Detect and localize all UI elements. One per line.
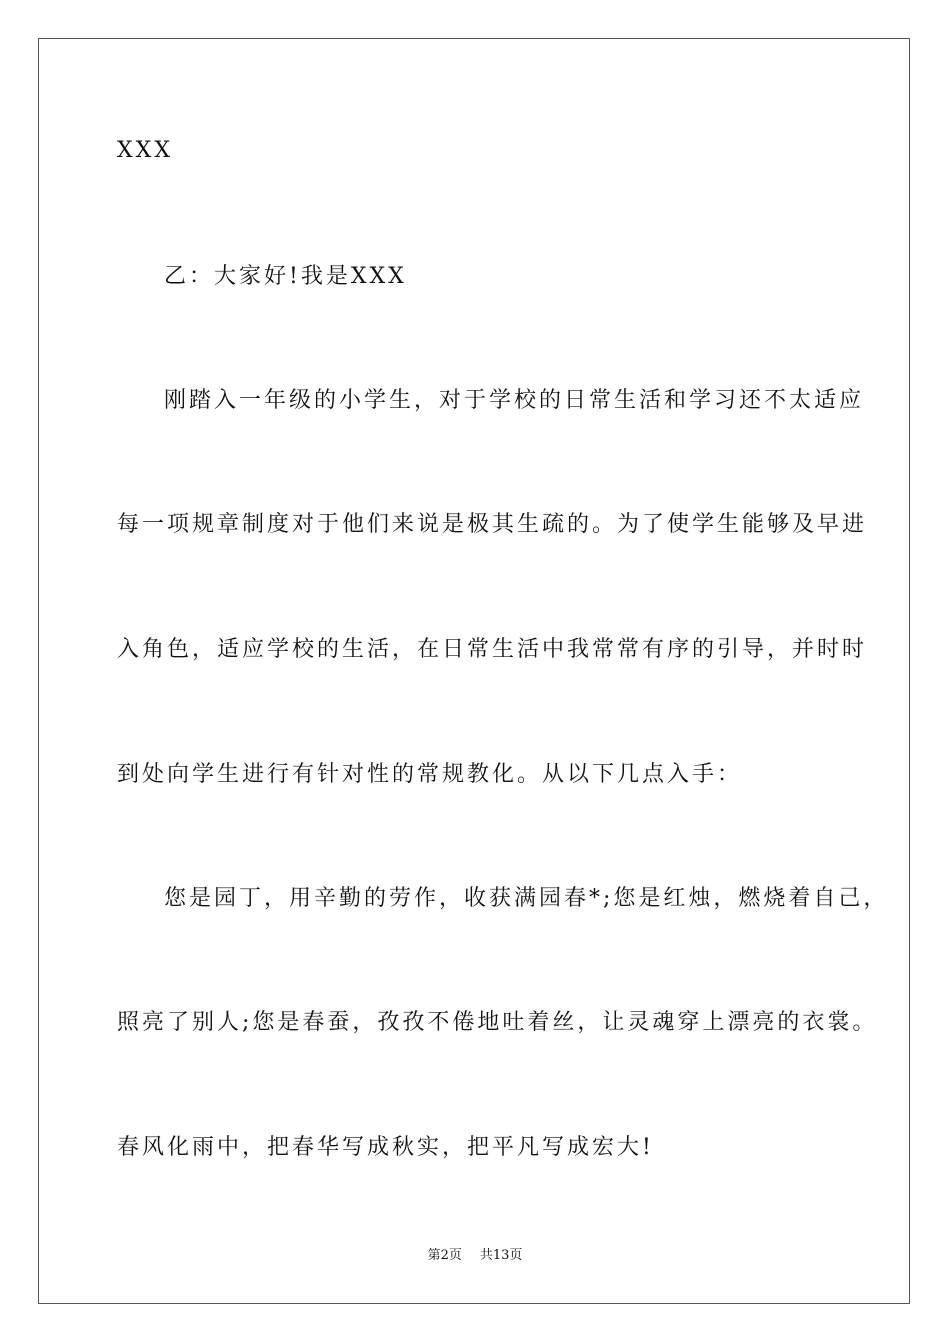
text-line-5: 入角色，适应学校的生活，在日常生活中我常常有序的引导，并时时 bbox=[117, 637, 868, 662]
text-line-7: 您是园丁，用辛勤的劳作，收获满园春*;您是红烛，燃烧着自己， bbox=[164, 886, 889, 911]
page-footer bbox=[0, 1247, 950, 1265]
text-line-6: 到处向学生进行有针对性的常规教化。从以下几点入手： bbox=[117, 762, 743, 787]
text-line-8: 照亮了别人;您是春蚕，孜孜不倦地吐着丝，让灵魂穿上漂亮的衣裳。 bbox=[117, 1010, 878, 1035]
text-line-2: 乙：大家好!我是XXX bbox=[164, 264, 407, 289]
page-number: 第2页 bbox=[427, 1248, 462, 1263]
text-line-9: 春风化雨中，把春华写成秋实，把平凡写成宏大! bbox=[117, 1135, 654, 1160]
page-border bbox=[38, 38, 910, 1304]
page-total: 共13页 bbox=[479, 1248, 523, 1263]
text-line-1: XXX bbox=[117, 138, 173, 163]
text-line-3: 刚踏入一年级的小学生，对于学校的日常生活和学习还不太适应 bbox=[164, 388, 865, 413]
text-line-4: 每一项规章制度对于他们来说是极其生疏的。为了使学生能够及早进 bbox=[117, 512, 868, 537]
